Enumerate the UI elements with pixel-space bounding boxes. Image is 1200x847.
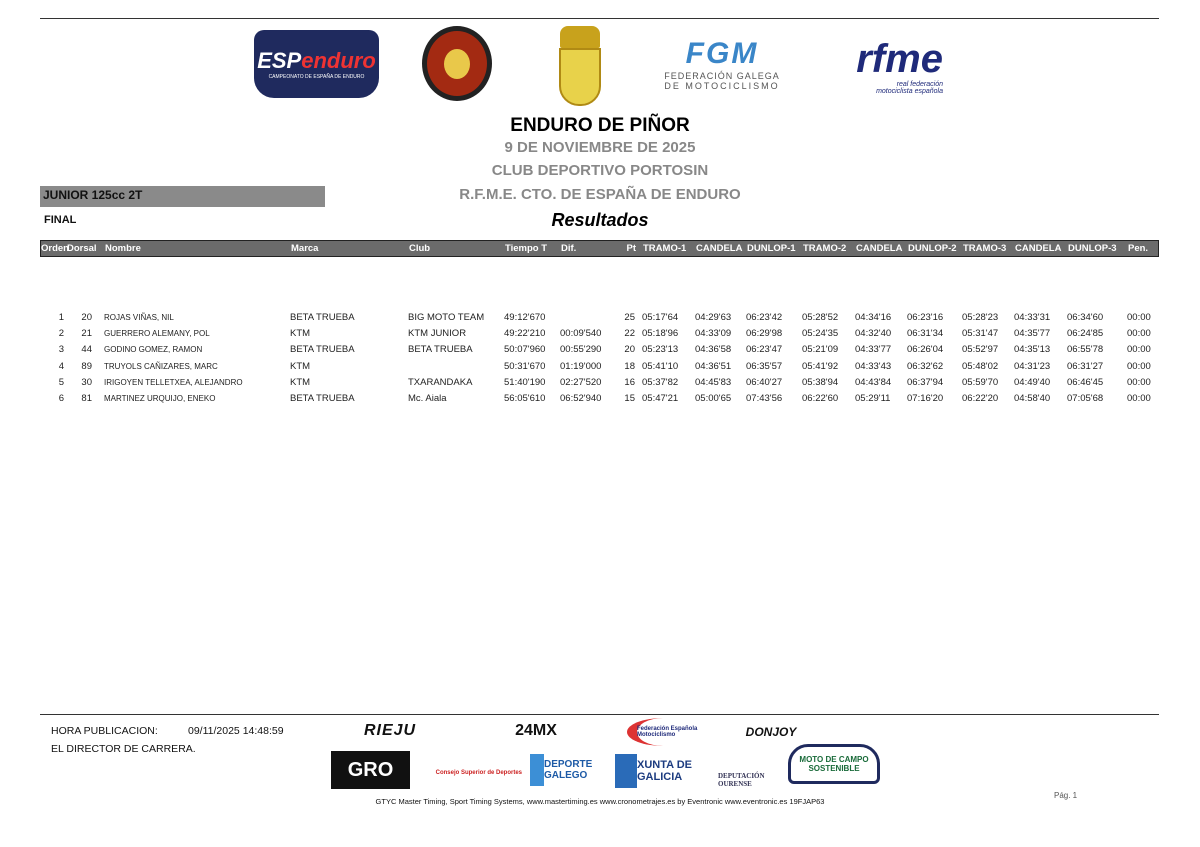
results-table-header (40, 240, 1159, 257)
cell-dunlop-1: 06:29'98 (746, 328, 783, 340)
cell-candela-1: 04:36'58 (695, 344, 732, 356)
sponsor-deputacion: DEPUTACIÓN OURENSE (718, 772, 765, 788)
cell-tramo-2: 06:22'60 (802, 393, 839, 404)
cell-dunlop-2: 06:23'16 (907, 312, 944, 323)
cell-pt: 20 (624, 344, 635, 356)
cell-marca: BETA TRUEBA (290, 312, 355, 323)
sponsor-rieju: RIEJU (363, 722, 417, 739)
cell-dunlop-3: 07:05'68 (1067, 393, 1104, 404)
column-header-candela-3: CANDELA (1015, 243, 1062, 254)
cell-dunlop-2: 07:16'20 (907, 393, 944, 404)
cell-candela-3: 04:35'77 (1014, 328, 1051, 340)
cell-candela-2: 05:29'11 (855, 393, 891, 404)
top-rule (40, 18, 1159, 19)
cell-candela-1: 04:33'09 (695, 328, 732, 340)
footer-rule (40, 714, 1159, 715)
publication-label: HORA PUBLICACION: (51, 725, 158, 737)
cell-dif: 01:19'000 (560, 360, 602, 372)
cell-orden: 6 (58, 393, 64, 404)
cell-dorsal: 89 (81, 360, 92, 372)
cell-candela-3: 04:58'40 (1014, 393, 1051, 404)
cell-pen: 00:00 (1127, 328, 1151, 340)
cell-tiempo: 50:31'670 (504, 360, 546, 372)
cell-pen: 00:00 (1127, 344, 1151, 356)
category-label: JUNIOR 125cc 2T (43, 188, 143, 202)
cell-tramo-1: 05:18'96 (642, 328, 679, 340)
cell-tramo-1: 05:17'64 (642, 312, 679, 323)
cell-dunlop-2: 06:26'04 (907, 344, 944, 356)
publication-time: 09/11/2025 14:48:59 (188, 725, 284, 737)
result-row (40, 326, 1159, 342)
cell-tramo-2: 05:38'94 (802, 376, 839, 388)
cell-tramo-3: 05:48'02 (962, 360, 999, 372)
result-row (40, 375, 1159, 391)
cell-marca: KTM (290, 376, 311, 388)
cell-dunlop-3: 06:55'78 (1067, 344, 1104, 356)
fgm-logo-text: FGM (685, 37, 759, 70)
cell-tramo-1: 05:23'13 (642, 344, 679, 356)
column-header-pt: Pt (626, 243, 636, 254)
cell-pt: 25 (624, 312, 635, 323)
cell-tramo-2: 05:28'52 (802, 312, 839, 323)
cell-tramo-1: 05:47'21 (642, 393, 679, 404)
fgm-sub1: FEDERACIÓN GALEGA (664, 71, 780, 81)
result-row (40, 359, 1159, 375)
cell-candela-1: 04:29'63 (695, 312, 732, 323)
cell-tramo-3: 05:28'23 (962, 312, 999, 323)
cell-dif: 00:55'290 (560, 344, 602, 356)
cell-marca: KTM (290, 360, 311, 372)
cell-club: KTM JUNIOR (408, 328, 467, 340)
cell-nombre: MARTINEZ URQUIJO, ENEKO (104, 394, 216, 403)
cell-pt: 16 (624, 376, 635, 388)
event-title: ENDURO DE PIÑOR (510, 115, 690, 136)
column-header-tramo-3: TRAMO-3 (963, 243, 1007, 254)
cell-dunlop-2: 06:32'62 (907, 360, 944, 372)
sponsor-24mx: 24MX (515, 722, 557, 739)
rfme-sub2: motociclista española (876, 88, 943, 95)
sponsor-moto-campo: MOTO DE CAMPO SOSTENIBLE (788, 744, 880, 784)
cell-pt: 15 (624, 393, 635, 404)
cell-orden: 3 (58, 344, 64, 356)
cell-dorsal: 20 (81, 312, 92, 323)
cell-tramo-2: 05:21'09 (802, 344, 839, 356)
rfme-logo (828, 28, 943, 104)
cell-dif: 00:09'540 (560, 328, 602, 340)
cell-nombre: GUERRERO ALEMANY, POL (104, 329, 210, 339)
cell-candela-1: 04:36'51 (695, 360, 732, 372)
cell-tramo-1: 05:41'10 (642, 360, 679, 372)
cell-dunlop-3: 06:46'45 (1067, 376, 1104, 388)
sponsor-donjoy: DONJOY (745, 725, 797, 739)
cell-candela-3: 04:35'13 (1014, 344, 1051, 356)
column-header-orden: Orden (41, 243, 69, 254)
cell-tramo-2: 05:24'35 (802, 328, 839, 340)
column-header-pen: Pen. (1128, 243, 1149, 254)
cell-dunlop-3: 06:31'27 (1067, 360, 1104, 372)
cell-pen: 00:00 (1127, 360, 1151, 372)
cell-tiempo: 50:07'960 (504, 344, 546, 356)
event-club: CLUB DEPORTIVO PORTOSIN (491, 162, 709, 179)
column-header-tiempo: Tiempo T (505, 243, 548, 254)
cell-tramo-3: 05:59'70 (962, 376, 999, 388)
phase-label: FINAL (44, 214, 77, 226)
cell-candela-2: 04:33'43 (855, 360, 892, 372)
cell-pen: 00:00 (1127, 393, 1151, 404)
cell-candela-2: 04:32'40 (855, 328, 892, 340)
cell-candela-3: 04:49'40 (1014, 376, 1051, 388)
column-header-dif: Dif. (561, 243, 577, 254)
column-header-dunlop-1: DUNLOP-1 (747, 243, 796, 254)
cell-dunlop-2: 06:31'34 (907, 328, 944, 340)
cell-orden: 5 (58, 376, 64, 388)
cell-tramo-3: 05:52'97 (962, 344, 999, 356)
cell-nombre: TRUYOLS CAÑIZARES, MARC (104, 361, 218, 371)
cell-dunlop-1: 07:43'56 (746, 393, 783, 404)
cell-dunlop-3: 06:34'60 (1067, 312, 1104, 323)
cell-candela-2: 04:33'77 (855, 344, 892, 356)
cell-pen: 00:00 (1127, 376, 1151, 388)
cell-dorsal: 30 (81, 376, 92, 388)
cell-tiempo: 49:22'210 (504, 328, 546, 340)
cell-dif: 06:52'940 (560, 393, 602, 404)
cell-candela-2: 04:43'84 (855, 376, 892, 388)
cell-tramo-3: 06:22'20 (962, 393, 999, 404)
cell-dorsal: 21 (81, 328, 92, 340)
cell-candela-1: 04:45'83 (695, 376, 732, 388)
event-championship: R.F.M.E. CTO. DE ESPAÑA DE ENDURO (459, 186, 741, 203)
event-date: 9 DE NOVIEMBRE DE 2025 (504, 139, 696, 156)
cell-tiempo: 51:40'190 (504, 376, 546, 388)
cell-marca: BETA TRUEBA (290, 344, 355, 356)
cell-marca: BETA TRUEBA (290, 393, 355, 404)
cell-marca: KTM (290, 328, 311, 340)
column-header-dorsal: Dorsal (67, 243, 97, 254)
cell-candela-3: 04:31'23 (1014, 360, 1051, 372)
sponsor-gro: GRO (331, 751, 410, 789)
cell-dorsal: 81 (81, 393, 92, 404)
cell-club: BIG MOTO TEAM (408, 312, 485, 323)
cell-pt: 22 (624, 328, 635, 340)
results-subtitle: Resultados (551, 210, 649, 230)
rfme-logo-text: rfme (856, 37, 943, 81)
coat-of-arms-logo (557, 24, 602, 108)
cell-dunlop-1: 06:40'27 (746, 376, 783, 388)
cell-pt: 18 (624, 360, 635, 372)
cell-orden: 1 (58, 312, 64, 323)
cell-dunlop-1: 06:23'42 (746, 312, 783, 323)
sponsor-csd: Consejo Superior de Deportes (435, 770, 522, 776)
cell-tramo-1: 05:37'82 (642, 376, 679, 388)
cell-tramo-2: 05:41'92 (802, 360, 839, 372)
sponsor-xunta: XUNTA DE GALICIA (615, 754, 710, 788)
page-number: Pág. 1 (1054, 791, 1078, 800)
cell-tiempo: 56:05'610 (504, 393, 546, 404)
fgm-sub2: DE MOTOCICLISMO (664, 81, 780, 91)
rfme-sub1: real federación (896, 81, 943, 88)
column-header-nombre: Nombre (105, 243, 141, 254)
credits: GTYC Master Timing, Sport Timing Systems, www.mastertiming.es www.cronometrajes.es by Eventronic www.eventronic.es 19FJAP63 (375, 797, 825, 806)
cell-pen: 00:00 (1127, 312, 1151, 323)
column-header-club: Club (409, 243, 431, 254)
column-header-dunlop-2: DUNLOP-2 (908, 243, 957, 254)
cell-club: BETA TRUEBA (408, 344, 473, 356)
cell-club: TXARANDAKA (408, 376, 473, 388)
result-row (40, 391, 1159, 407)
cell-dunlop-1: 06:23'47 (746, 344, 783, 356)
cell-dunlop-1: 06:35'57 (746, 360, 783, 372)
column-header-tramo-2: TRAMO-2 (803, 243, 847, 254)
cell-candela-3: 04:33'31 (1014, 312, 1051, 323)
race-director-label: EL DIRECTOR DE CARRERA. (51, 743, 196, 755)
cell-club: Mc. Aiala (408, 393, 447, 404)
cell-tiempo: 49:12'670 (504, 312, 546, 323)
cell-nombre: IRIGOYEN TELLETXEA, ALEJANDRO (104, 377, 243, 387)
cell-dif: 02:27'520 (560, 376, 602, 388)
result-row (40, 342, 1159, 358)
column-header-candela-1: CANDELA (696, 243, 743, 254)
column-header-candela-2: CANDELA (856, 243, 903, 254)
cell-dorsal: 44 (81, 344, 92, 356)
esp-enduro-logo: ESPenduro CAMPEONATO DE ESPAÑA DE ENDURO (254, 30, 379, 98)
cell-tramo-3: 05:31'47 (962, 328, 999, 340)
column-header-dunlop-3: DUNLOP-3 (1068, 243, 1117, 254)
sponsor-deporte-galego: DEPORTE GALEGO (530, 754, 605, 786)
cell-orden: 2 (58, 328, 64, 340)
fgm-logo (662, 34, 782, 94)
cell-dunlop-2: 06:37'94 (907, 376, 944, 388)
cell-nombre: GODINO GOMEZ, RAMON (104, 345, 203, 355)
cell-candela-2: 04:34'16 (855, 312, 892, 323)
cell-candela-1: 05:00'65 (695, 393, 732, 404)
column-header-tramo-1: TRAMO-1 (643, 243, 687, 254)
cell-dunlop-3: 06:24'85 (1067, 328, 1104, 340)
column-header-marca: Marca (291, 243, 319, 254)
result-row (40, 310, 1159, 326)
cell-nombre: ROJAS VIÑAS, NIL (104, 313, 174, 322)
club-portosin-logo (422, 26, 492, 101)
sponsor-rfme: Federación Española Motociclismo (627, 718, 699, 746)
cell-orden: 4 (58, 360, 64, 372)
